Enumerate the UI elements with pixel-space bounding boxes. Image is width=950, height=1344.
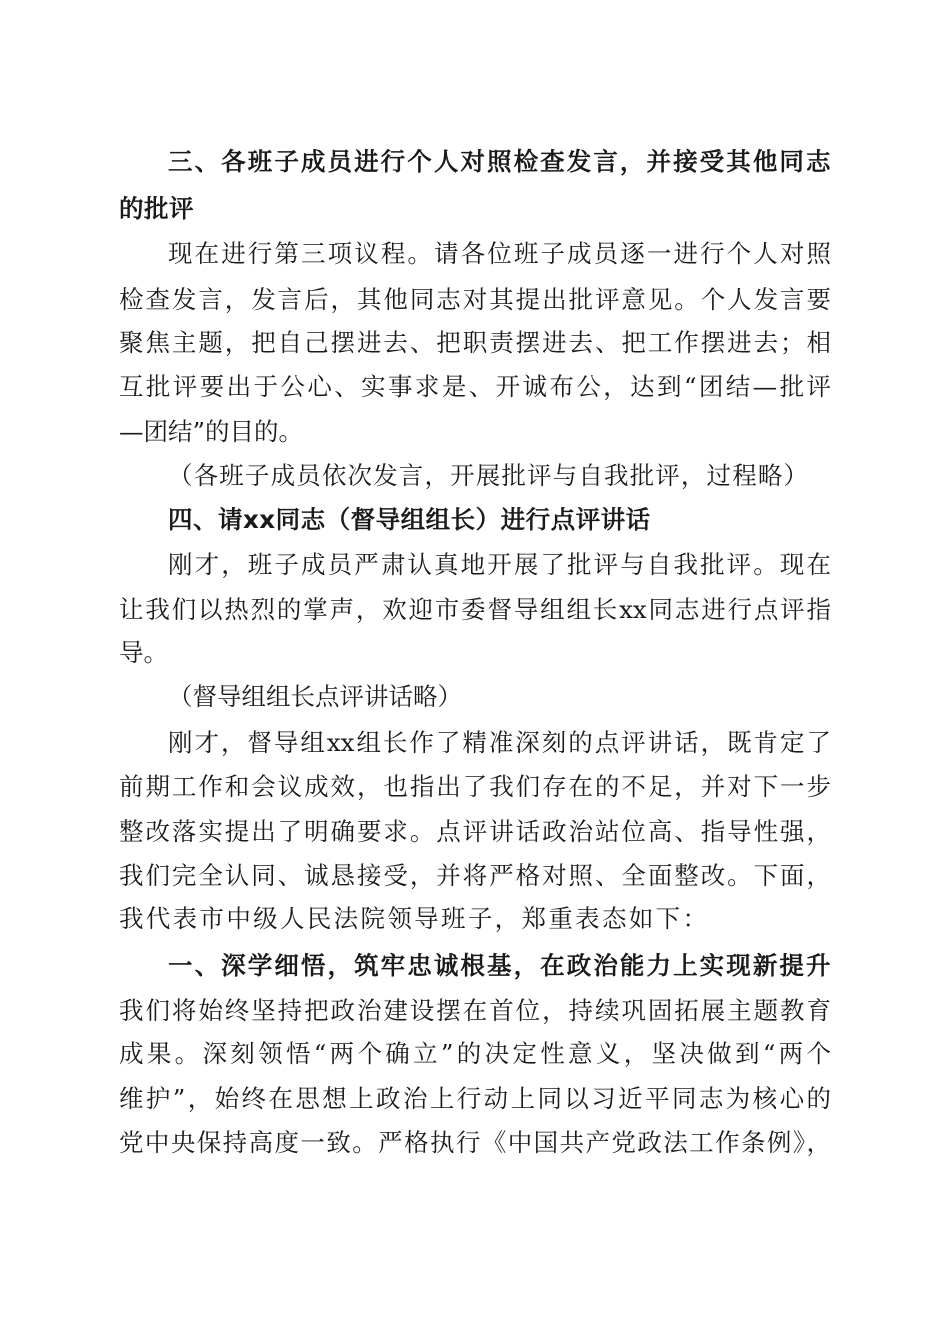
point1-paragraph-line1: 我们将始终坚持把政治建设摆在首位，持续巩固拓展主题教育 [119,996,831,1025]
section4-paragraph2-line2: 前期工作和会议成效，也指出了我们存在的不足，并对下一步 [119,772,831,801]
section3-heading-line2: 的批评 [119,194,194,223]
section4-heading: 四、请xx同志（督导组组长）进行点评讲话 [168,505,651,534]
section3-paragraph-line2: 检查发言，发言后，其他同志对其提出批评意见。个人发言要 [119,285,831,314]
section3-paragraph-line3: 聚焦主题，把自己摆进去、把职责摆进去、把工作摆进去；相 [119,328,831,357]
section3-paragraph-line1: 现在进行第三项议程。请各位班子成员逐一进行个人对照 [168,239,831,268]
point1-paragraph-line2: 成果。深刻领悟“两个确立”的决定性意义，坚决做到“两个 [119,1039,831,1068]
section4-paragraph2-line1: 刚才，督导组xx组长作了精准深刻的点评讲话，既肯定了 [168,728,831,757]
section4-note: （督导组组长点评讲话略） [168,682,462,711]
section3-paragraph-line5: —团结”的目的。 [119,417,304,446]
point1-heading: 一、深学细悟，筑牢忠诚根基，在政治能力上实现新提升 [168,951,831,980]
section4-paragraph1-line1: 刚才，班子成员严肃认真地开展了批评与自我批评。现在 [168,550,831,579]
section4-paragraph2-line4: 我们完全认同、诚恳接受，并将严格对照、全面整改。下面， [119,861,831,890]
point1-paragraph-line3: 维护”，始终在思想上政治上行动上同以习近平同志为核心的 [119,1084,831,1113]
section3-note: （各班子成员依次发言，开展批评与自我批评，过程略） [168,461,808,490]
section4-paragraph1-line3: 导。 [119,638,168,667]
section4-paragraph2-line3: 整改落实提出了明确要求。点评讲话政治站位高、指导性强， [119,817,831,846]
section3-paragraph-line4: 互批评要出于公心、实事求是、开诚布公，达到“团结—批评 [119,372,831,401]
section4-paragraph2-line5: 我代表市中级人民法院领导班子，郑重表态如下： [119,904,707,933]
point1-paragraph-line4: 党中央保持高度一致。严格执行《中国共产党政法工作条例》， [119,1128,831,1157]
section4-paragraph1-line2: 让我们以热烈的掌声，欢迎市委督导组组长xx同志进行点评指 [119,595,831,624]
section3-heading-line1: 三、各班子成员进行个人对照检查发言，并接受其他同志 [168,147,831,176]
